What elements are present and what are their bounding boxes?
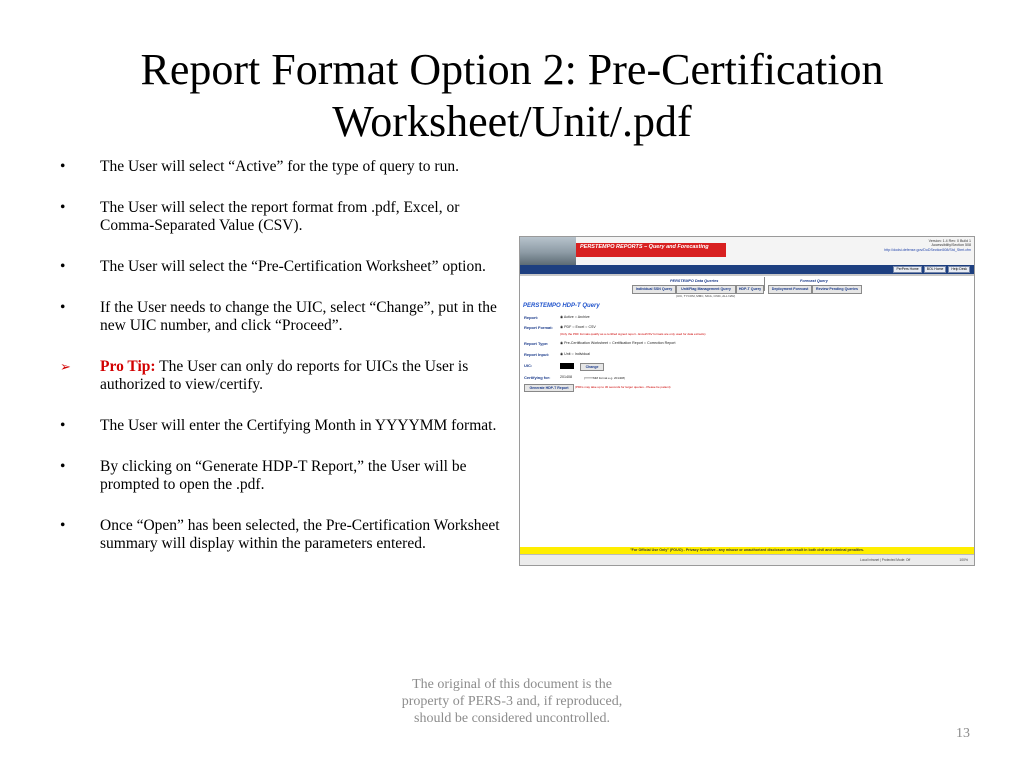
certifying-hint: (YYYYMM format e.g. 201408) bbox=[584, 376, 626, 380]
bullet-item bbox=[60, 158, 500, 176]
bullet-text: The User will select “Active” for the type of query to run. bbox=[100, 158, 459, 175]
banner-title: PERSTEMPO REPORTS – Query and Forecasting bbox=[580, 244, 709, 250]
pro-tip-label: Pro Tip: bbox=[100, 358, 156, 375]
bullet-text: The User can only do reports for UICs the User is authorized to view/certify. bbox=[100, 358, 469, 393]
divider bbox=[520, 274, 974, 276]
report-input-radio-group[interactable]: ◉ Unit ○ Individual bbox=[560, 352, 590, 356]
zone-status: Local intranet | Protected Mode: Off bbox=[860, 558, 911, 562]
nav-button-bol-home[interactable]: BOL Home bbox=[924, 266, 947, 273]
report-format-radio-group[interactable]: ◉ PDF ○ Excel ○ CSV bbox=[560, 325, 596, 329]
query-sublabel: (UIC, TYCOM, MMC, MCA, CNIC, ALL NAV) bbox=[676, 294, 736, 298]
ship-photo bbox=[520, 237, 576, 265]
footer-line: The original of this document is the bbox=[412, 677, 612, 692]
bullet-mark: • bbox=[60, 417, 66, 434]
report-label: Report: bbox=[524, 315, 539, 320]
individual-ssn-query-button[interactable]: Individual SSN Query bbox=[632, 285, 676, 294]
change-button[interactable]: Change bbox=[580, 363, 604, 371]
bullet-mark: • bbox=[60, 517, 66, 534]
bullet-text: The User will select the report format from .pdf, Excel, or Comma-Separated Value (CSV). bbox=[100, 199, 460, 234]
query-divider bbox=[764, 277, 765, 291]
accessibility-text: Accessibility/Section 508 bbox=[931, 243, 971, 248]
form-title: PERSTEMPO HDP-T Query bbox=[523, 303, 600, 309]
bullet-item bbox=[60, 199, 500, 235]
bullet-item bbox=[60, 417, 500, 435]
report-radio-group[interactable]: ◉ Active ○ Archive bbox=[560, 315, 590, 319]
bullet-text: The User will select the “Pre-Certification Worksheet” option. bbox=[100, 258, 486, 275]
bullet-mark: • bbox=[60, 458, 66, 475]
unit-flag-query-button[interactable]: Unit/Flag Management Query bbox=[676, 285, 736, 294]
banner-version-info bbox=[884, 239, 971, 252]
bullet-mark: • bbox=[60, 158, 66, 175]
bullet-text: By clicking on “Generate HDP-T Report,” the User will be prompted to open the .pdf. bbox=[100, 458, 467, 493]
nav-button-help-desk[interactable]: Help Desk bbox=[948, 266, 970, 273]
slide-title-line1: Report Format Option 2: Pre-Certification bbox=[140, 45, 884, 94]
bullet-mark: • bbox=[60, 299, 66, 316]
report-type-label: Report Type: bbox=[524, 341, 549, 346]
report-input-label: Report Input: bbox=[524, 352, 550, 357]
bullet-text: If the User needs to change the UIC, select “Change”, put in the new UIC number, and click “Proceed”. bbox=[100, 299, 497, 334]
nav-strip bbox=[520, 265, 974, 274]
forecast-heading: Forecast Query bbox=[800, 279, 828, 283]
data-queries-heading: PERSTEMPO Data Queries bbox=[670, 279, 719, 283]
page-number: 13 bbox=[956, 726, 970, 741]
bullet-item-pro-tip bbox=[60, 358, 500, 394]
bullet-text: Once “Open” has been selected, the Pre-Certification Worksheet summary will display within the parameters entered. bbox=[100, 517, 500, 552]
certifying-label: Certifying for: bbox=[524, 375, 551, 380]
embedded-app-screenshot bbox=[519, 236, 975, 566]
bullet-mark: • bbox=[60, 258, 66, 275]
browser-status-bar bbox=[520, 554, 974, 566]
accessibility-link[interactable]: http://dodsi.defense.gov/DoDSection508/Std_Stmt.cfm bbox=[884, 247, 971, 252]
slide-title-line2: Worksheet/Unit/.pdf bbox=[332, 97, 692, 146]
report-type-radio-group[interactable]: ◉ Pre-Certification Worksheet ○ Certification Report ○ Correction Report bbox=[560, 341, 676, 345]
footer-disclaimer bbox=[370, 676, 654, 727]
generate-note: (PDFs may take up to 30 seconds for larger queries - Please be patient) bbox=[575, 385, 671, 389]
bullet-item bbox=[60, 258, 500, 276]
slide-title bbox=[60, 44, 964, 148]
fouo-banner: "For Official Use Only" (FOUO) - Privacy Sensitive - any misuse or unauthorized disclosure can result in both civil and criminal penalties. bbox=[520, 547, 974, 554]
bullet-text: The User will enter the Certifying Month in YYYYMM format. bbox=[100, 417, 497, 434]
bullet-mark: • bbox=[60, 199, 66, 216]
footer-line: should be considered uncontrolled. bbox=[414, 711, 610, 726]
report-format-label: Report Format: bbox=[524, 325, 553, 330]
generate-hdpt-report-button[interactable]: Generate HDP-T Report bbox=[524, 384, 574, 392]
uic-field-redacted bbox=[560, 363, 574, 369]
version-text: Version: 1.4 Rev: 0 Build 1 bbox=[928, 239, 971, 243]
bullet-list bbox=[60, 158, 500, 576]
bullet-item bbox=[60, 517, 500, 553]
bullet-item bbox=[60, 458, 500, 494]
nav-button-perpers-home[interactable]: PerPers Home bbox=[893, 266, 921, 273]
arrow-bullet-icon: ➢ bbox=[60, 359, 71, 374]
bullet-item bbox=[60, 299, 500, 335]
uic-label: UIC: bbox=[524, 363, 533, 368]
hdpt-query-button[interactable]: HDP-T Query bbox=[736, 285, 764, 294]
app-banner bbox=[520, 237, 974, 265]
footer-line: property of PERS-3 and, if reproduced, bbox=[401, 694, 623, 709]
zoom-level[interactable]: 100% bbox=[959, 558, 968, 562]
format-note: (Only the PDF formats qualify as a certified signed report - Excel/CSV formats are only used for data extracts) bbox=[560, 332, 706, 336]
certifying-input[interactable]: 201408 bbox=[560, 375, 572, 379]
review-pending-queries-button[interactable]: Review Pending Queries bbox=[812, 285, 862, 294]
deployment-forecast-button[interactable]: Deployment Forecast bbox=[768, 285, 812, 294]
